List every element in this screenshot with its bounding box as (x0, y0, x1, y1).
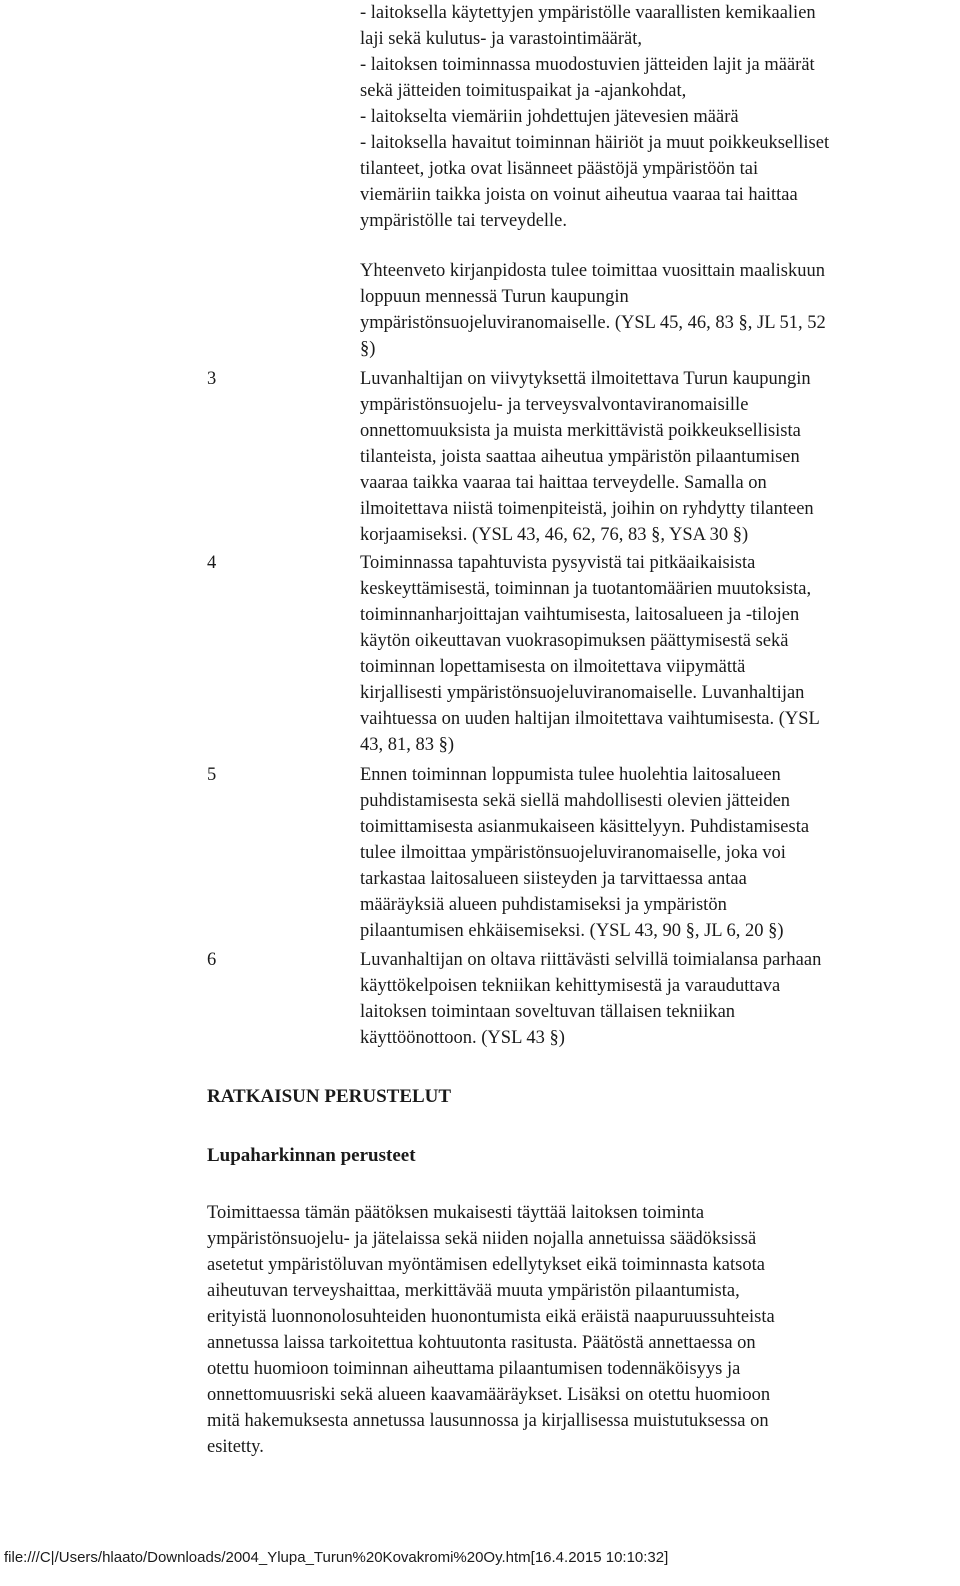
item-line: tilanteista, joista saattaa aiheutua ympäristön pilaantumisen (360, 447, 800, 467)
list-line: - laitokselta viemäriin johdettujen jätevesien määrä (360, 107, 739, 127)
item-line: keskeyttämisestä, toiminnan ja tuotantomäärien muutoksista, (360, 579, 812, 599)
item-line: 43, 81, 83 §) (360, 735, 455, 755)
numbered-item-3 (360, 366, 814, 548)
item-line: ilmoitettava niistä toimenpiteistä, joihin on ryhdytty tilanteen (360, 499, 814, 519)
body-line: mitä hakemuksesta annetussa lausunnossa ja kirjallisessa muistutuksessa on (207, 1411, 769, 1431)
list-line: laji sekä kulutus- ja varastointimäärät, (360, 29, 643, 49)
list-line: ympäristölle tai terveydelle. (360, 211, 568, 231)
paragraph-line: ympäristönsuojeluviranomaiselle. (YSL 45, 46, 83 §, JL 51, 52 (360, 313, 826, 333)
item-line: käyttöönottoon. (YSL 43 §) (360, 1028, 565, 1048)
body-line: annetussa laissa tarkoitettua kohtuutonta rasitusta. Päätöstä annettaessa on (207, 1333, 756, 1353)
item-line: toiminnanharjoittajan vaihtumisesta, laitosalueen ja -tilojen (360, 605, 800, 625)
item-number: 6 (207, 950, 217, 970)
body-line: otettu huomioon toiminnan aiheuttama pilaantumisen todennäköisyys ja (207, 1359, 741, 1379)
list-line: - laitoksen toiminnassa muodostuvien jätteiden lajit ja määrät (360, 55, 815, 75)
item-number: 3 (207, 369, 217, 389)
item-line: määräyksiä alueen puhdistamiseksi ja ympäristön (360, 895, 727, 915)
body-line: Toimittaessa tämän päätöksen mukaisesti täyttää laitoksen toiminta (207, 1203, 705, 1223)
list-line: - laitoksella käytettyjen ympäristölle vaarallisten kemikaalien (360, 3, 816, 23)
item-line: onnettomuuksista ja muista merkittävistä poikkeuksellisista (360, 421, 801, 441)
item-line: korjaamiseksi. (YSL 43, 46, 62, 76, 83 §, YSA 30 §) (360, 525, 749, 545)
body-line: asetetut ympäristöluvan myöntämisen edellytykset eikä toiminnasta katsota (207, 1255, 765, 1275)
item-line: käytön oikeuttavan vuokrasopimuksen päättymisestä sekä (360, 631, 789, 651)
body-line: aiheutuvan terveyshaittaa, merkittävää muuta ympäristön pilaantumista, (207, 1281, 740, 1301)
body-line: ympäristönsuojelu- ja jätelaissa sekä niiden nojalla annetuissa säädöksissä (207, 1229, 757, 1249)
item-line: Toiminnassa tapahtuvista pysyvistä tai pitkäaikaisista (360, 553, 756, 573)
item-line: vaihtuessa on uuden haltijan ilmoitettava vaihtumisesta. (YSL (360, 709, 820, 729)
item-line: pilaantumisen ehkäisemiseksi. (YSL 43, 90 §, JL 6, 20 §) (360, 921, 784, 941)
summary-paragraph (360, 258, 826, 362)
paragraph-line: §) (360, 339, 376, 359)
list-line: viemäriin taikka joista on voinut aiheutua vaaraa tai haittaa (360, 185, 798, 205)
item-line: toimittamisesta asianmukaiseen käsittelyyn. Puhdistamisesta (360, 817, 810, 837)
numbered-item-4 (360, 550, 820, 758)
paragraph-line: loppuun mennessä Turun kaupungin (360, 287, 629, 307)
item-number: 5 (207, 765, 217, 785)
item-line: ympäristönsuojelu- ja terveysvalvontaviranomaisille (360, 395, 749, 415)
body-line: esitetty. (207, 1437, 264, 1457)
paragraph-line: Yhteenveto kirjanpidosta tulee toimittaa vuosittain maaliskuun (360, 261, 825, 281)
numbered-item-5 (360, 762, 809, 944)
body-line: erityistä luonnonolosuhteiden huonontumista eikä eräistä naapuruussuhteista (207, 1307, 775, 1327)
item-line: Ennen toiminnan loppumista tulee huolehtia laitosalueen (360, 765, 781, 785)
item-line: laitoksen toimintaan soveltuvan tällaisen tekniikan (360, 1002, 736, 1022)
item-line: käyttökelpoisen tekniikan kehittymisestä ja varauduttava (360, 976, 781, 996)
item-line: vaaraa taikka vaaraa tai haittaa terveydelle. Samalla on (360, 473, 767, 493)
item-line: tarkastaa laitosalueen siisteyden ja tarvittaessa antaa (360, 869, 747, 889)
list-line: tilanteet, jotka ovat lisänneet päästöjä ympäristöön tai (360, 159, 759, 179)
item-line: Luvanhaltijan on oltava riittävästi selvillä toimialansa parhaan (360, 950, 822, 970)
footer-file-path: file:///C|/Users/hlaato/Downloads/2004_Ylupa_Turun%20Kovakromi%20Oy.htm[16.4.2015 10:10:32] (4, 1549, 669, 1566)
item-line: tulee ilmoittaa ympäristönsuojeluviranomaiselle, joka voi (360, 843, 786, 863)
item-line: puhdistamisesta sekä siellä mahdollisesti olevien jätteiden (360, 791, 791, 811)
item-line: toiminnan lopettamisesta on ilmoitettava viipymättä (360, 657, 746, 677)
item-number: 4 (207, 553, 217, 573)
body-line: onnettomuusriski sekä alueen kaavamääräykset. Lisäksi on otettu huomioon (207, 1385, 771, 1405)
body-paragraph (207, 1200, 775, 1460)
sub-heading: Lupaharkinnan perusteet (207, 1145, 416, 1166)
numbered-item-6 (360, 947, 821, 1051)
list-line: - laitoksella havaitut toiminnan häiriöt ja muut poikkeukselliset (360, 133, 830, 153)
item-line: Luvanhaltijan on viivytyksettä ilmoitettava Turun kaupungin (360, 369, 811, 389)
reporting-requirements-list (360, 0, 829, 234)
list-line: sekä jätteiden toimituspaikat ja -ajankohdat, (360, 81, 687, 101)
section-heading: RATKAISUN PERUSTELUT (207, 1086, 452, 1107)
item-line: kirjallisesti ympäristönsuojeluviranomaiselle. Luvanhaltijan (360, 683, 805, 703)
